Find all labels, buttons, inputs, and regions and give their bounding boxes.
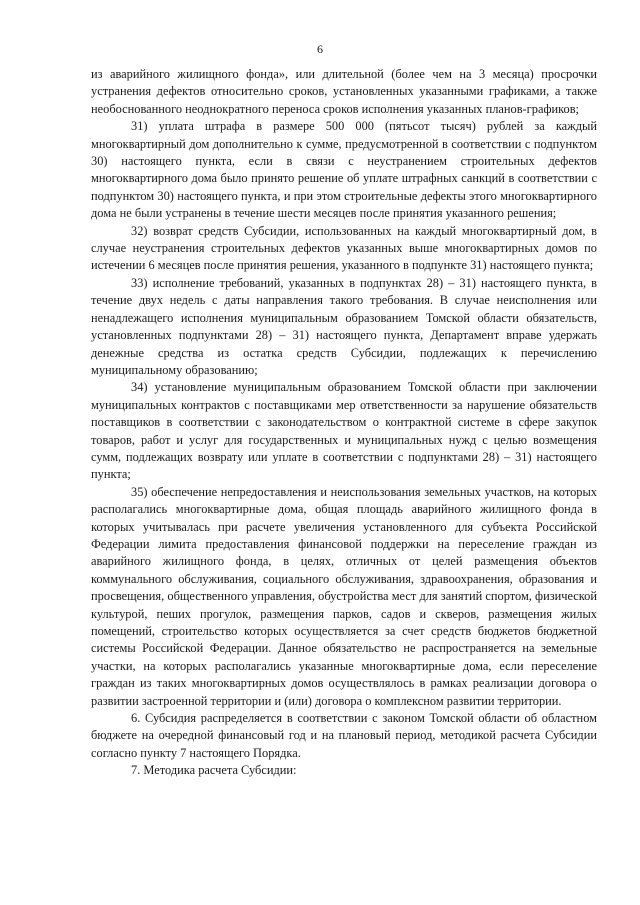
paragraph-item-32: 32) возврат средств Субсидии, использованных на каждый многоквартирный дом, в случае неустранения строительных дефектов указанных выше многоквартирных домов по истечении 6 месяцев после принятия решения, указанного в подпункте 31) настоящего пункта; — [91, 223, 597, 273]
paragraph-item-33: 33) исполнение требований, указанных в подпунктах 28) – 31) настоящего пункта, в течение двух недель с даты направления такого требования. В случае неисполнения или ненадлежащего исполнения муниципальным образованием Томской области обязательств, установленных подпунктами 28) – 31) настоящего пункта, Департамент вправе удержать денежные средства из остатка средств Субсидии, подлежащих к перечислению муниципальному образованию; — [91, 275, 597, 377]
paragraph-item-34: 34) установление муниципальным образованием Томской области при заключении муниципальных контрактов с поставщиками мер ответственности за нарушение обязательств поставщиков в соответствии с законодательством о контрактной системе в сфере закупок товаров, работ и услуг для государственных и муниципальных нужд с целью возмещения сумм, подлежащих возврату или уплате в соответствии с подпунктами 28) – 31) настоящего пункта; — [91, 380, 597, 482]
page-number: 6 — [317, 42, 323, 56]
paragraph-continuation: из аварийного жилищного фонда», или длительной (более чем на 3 месяца) просрочки устранения дефектов относительно сроков, установленных указанными графиками, а также необоснованного неоднократного переноса сроков исполнения указанных планов-графиков; — [91, 67, 597, 116]
paragraph-item-31: 31) уплата штрафа в размере 500 000 (пятьсот тысяч) рублей за каждый многоквартирный дом дополнительно к сумме, предусмотренной в соответствии с подпунктом 30) настоящего пункта, если в связи с неустранением строительных дефектов многоквартирного дома было принято решение об уплате штрафных санкций в соответствии с подпунктом 30) настоящего пункта, и при этом строительные дефекты этого многоквартирного дома не были устранены в течение шести месяцев после принятия указанного решения; — [91, 119, 597, 221]
document-body — [91, 66, 597, 780]
paragraph-section-7: 7. Методика расчета Субсидии: — [131, 763, 297, 778]
paragraph-item-35: 35) обеспечение непредоставления и неиспользования земельных участков, на которых располагались многоквартирные дома, общая площадь аварийного жилищного фонда в которых учитывалась при расчете увеличения установленного для субъекта Российской Федерации лимита предоставления финансовой поддержки на переселение граждан из аварийного жилищного фонда, в целях, отличных от целей размещения объектов коммунального обслуживания, социального обслуживания, здравоохранения, образования и просвещения, общественного управления, обустройства мест для занятий спортом, физической культурой, пеших прогулок, размещения парков, садов и скверов, размещения жилых помещений, строительство которых осуществляется за счет средств бюджетов бюджетной системы Российской Федерации. Данное обязательство не распространяется на земельные участки, на которых располагались указанные многоквартирные дома, если переселение граждан из таких многоквартирных домов осуществлялось в рамках реализации договора о развитии застроенной территории и (или) договора о комплексном развитии территории. — [91, 484, 597, 708]
paragraph-section-6: 6. Субсидия распределяется в соответствии с законом Томской области об областном бюджете на очередной финансовый год и на плановый период, методикой расчета Субсидии согласно пункту 7 настоящего Порядка. — [91, 711, 597, 760]
